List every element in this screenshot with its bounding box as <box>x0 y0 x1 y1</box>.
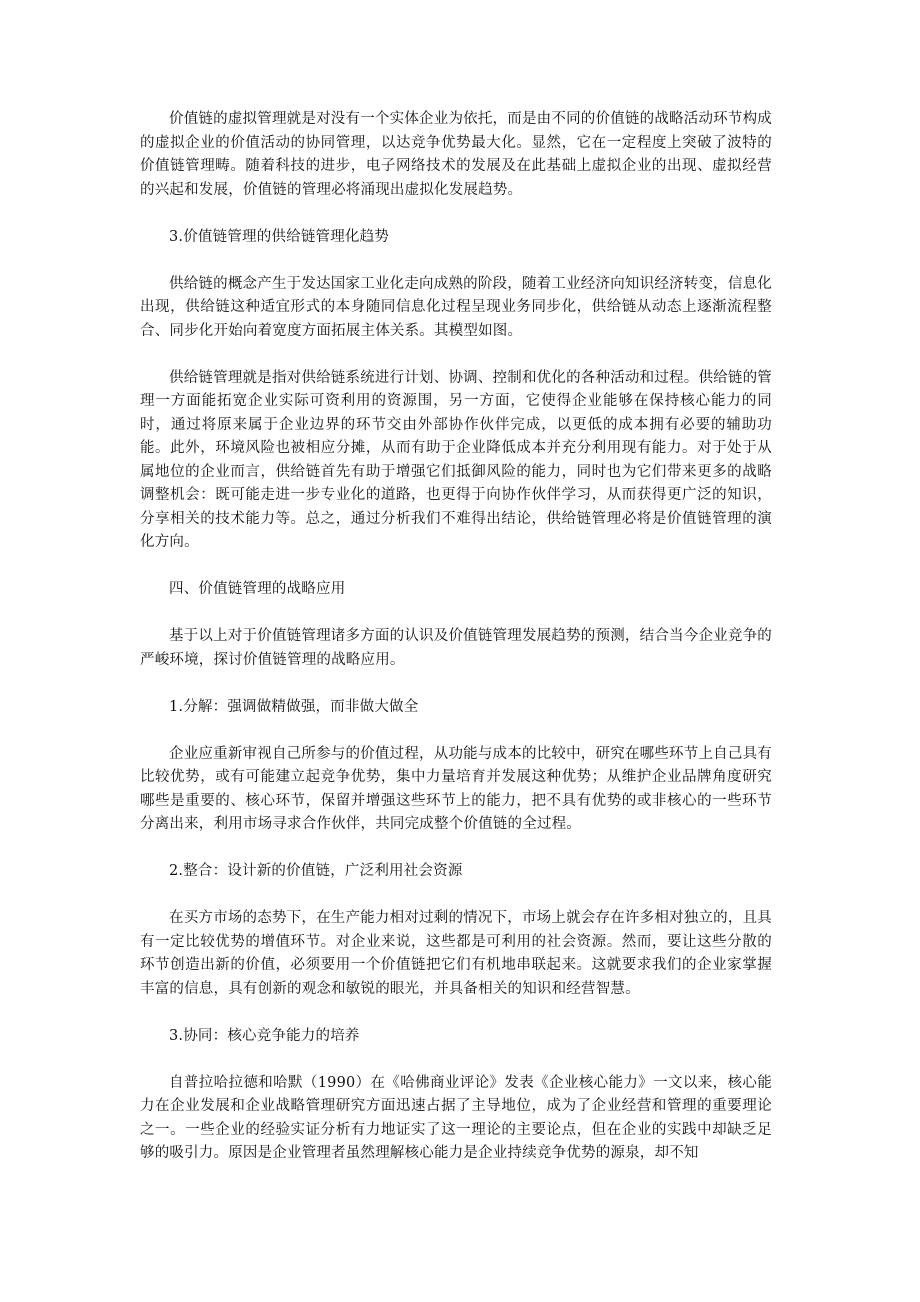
section-heading-decomposition: 1.分解：强调做精做强，而非做大做全 <box>169 698 419 715</box>
paragraph-supply-chain-concept: 供给链的概念产生于发达国家工业化走向成熟的阶段，随着工业经济向知识经济转变，信息化出现，供给链这种适宜形式的本身随同信息化过程呈现业务同步化，供给链从动态上逐渐流程整合、同步化开始向着宽度方面拓展主体关系。其模型如图。 <box>140 275 772 339</box>
paragraph-strategic-intro: 基于以上对于价值链管理诸多方面的认识及价值链管理发展趋势的预测，结合当今企业竞争的严峻环境，探讨价值链管理的战略应用。 <box>140 628 772 668</box>
section-heading-integration: 2.整合：设计新的价值链，广泛利用社会资源 <box>169 863 463 879</box>
paragraph-integration: 在买方市场的态势下，在生产能力相对过剩的情况下，市场上就会存在许多相对独立的，且具有一定比较优势的增值环节。对企业来说，这些都是可利用的社会资源。然而，要让这些分散的环节创造出新的价值，必须要用一个价值链把它们有机地串联起来。这就要求我们的企业家掌握丰富的信息，具有创新的观念和敏锐的眼光，并具备相关的知识和经营智慧。 <box>140 910 772 997</box>
section-heading-strategic-application: 四、价值链管理的战略应用 <box>169 581 346 597</box>
paragraph-core-competence: 自普拉哈拉德和哈默（1990）在《哈佛商业评论》发表《企业核心能力》一文以来，核心能力在企业发展和企业战略管理研究方面迅速占据了主导地位，成为了企业经营和管理的重要理论之一。一些企业的经验实证分析有力地证实了这一理论的主要论点，但在企业的实践中却缺乏足够的吸引力。原因是企业管理者虽然理解核心能力是企业持续竞争优势的源泉，却不知 <box>140 1074 772 1161</box>
document-page <box>140 108 772 1189</box>
section-heading-supply-chain-trend: 3.价值链管理的供给链管理化趋势 <box>169 228 390 245</box>
paragraph-decomposition: 企业应重新审视自己所参与的价值过程，从功能与成本的比较中，研究在哪些环节上自己具有比较优势，或有可能建立起竞争优势，集中力量培育并发展这种优势；从维护企业品牌角度研究哪些是重要的、核心环节，保留并增强这些环节上的能力，把不具有优势的或非核心的一些环节分离出来，利用市场寻求合作伙伴，共同完成整个价值链的全过程。 <box>140 745 772 832</box>
paragraph-virtual-management: 价值链的虚拟管理就是对没有一个实体企业为依托，而是由不同的价值链的战略活动环节构成的虚拟企业的价值活动的协同管理，以达竞争优势最大化。显然，它在一定程度上突破了波特的价值链管理畴。随着科技的进步，电子网络技术的发展及在此基础上虚拟企业的出现、虚拟经营的兴起和发展，价值链的管理必将涌现出虚拟化发展趋势。 <box>140 111 772 198</box>
paragraph-supply-chain-management: 供给链管理就是指对供给链系统进行计划、协调、控制和优化的各种活动和过程。供给链的管理一方面能拓宽企业实际可资利用的资源围，另一方面，它使得企业能够在保持核心能力的同时，通过将原来属于企业边界的环节交由外部协作伙伴完成，以更低的成本拥有必要的辅助功能。此外，环境风险也被相应分摊，从而有助于企业降低成本并充分利用现有能力。对于处于从属地位的企业而言，供给链首先有助于增强它们抵御风险的能力，同时也为它们带来更多的战略调整机会：既可能走进一步专业化的道路，也更得于向协作伙伴学习，从而获得更广泛的知识，分享相关的技术能力等。总之，通过分析我们不难得出结论，供给链管理必将是价值链管理的演化方向。 <box>140 369 772 550</box>
section-heading-synergy: 3.协同：核心竞争能力的培养 <box>169 1027 360 1044</box>
